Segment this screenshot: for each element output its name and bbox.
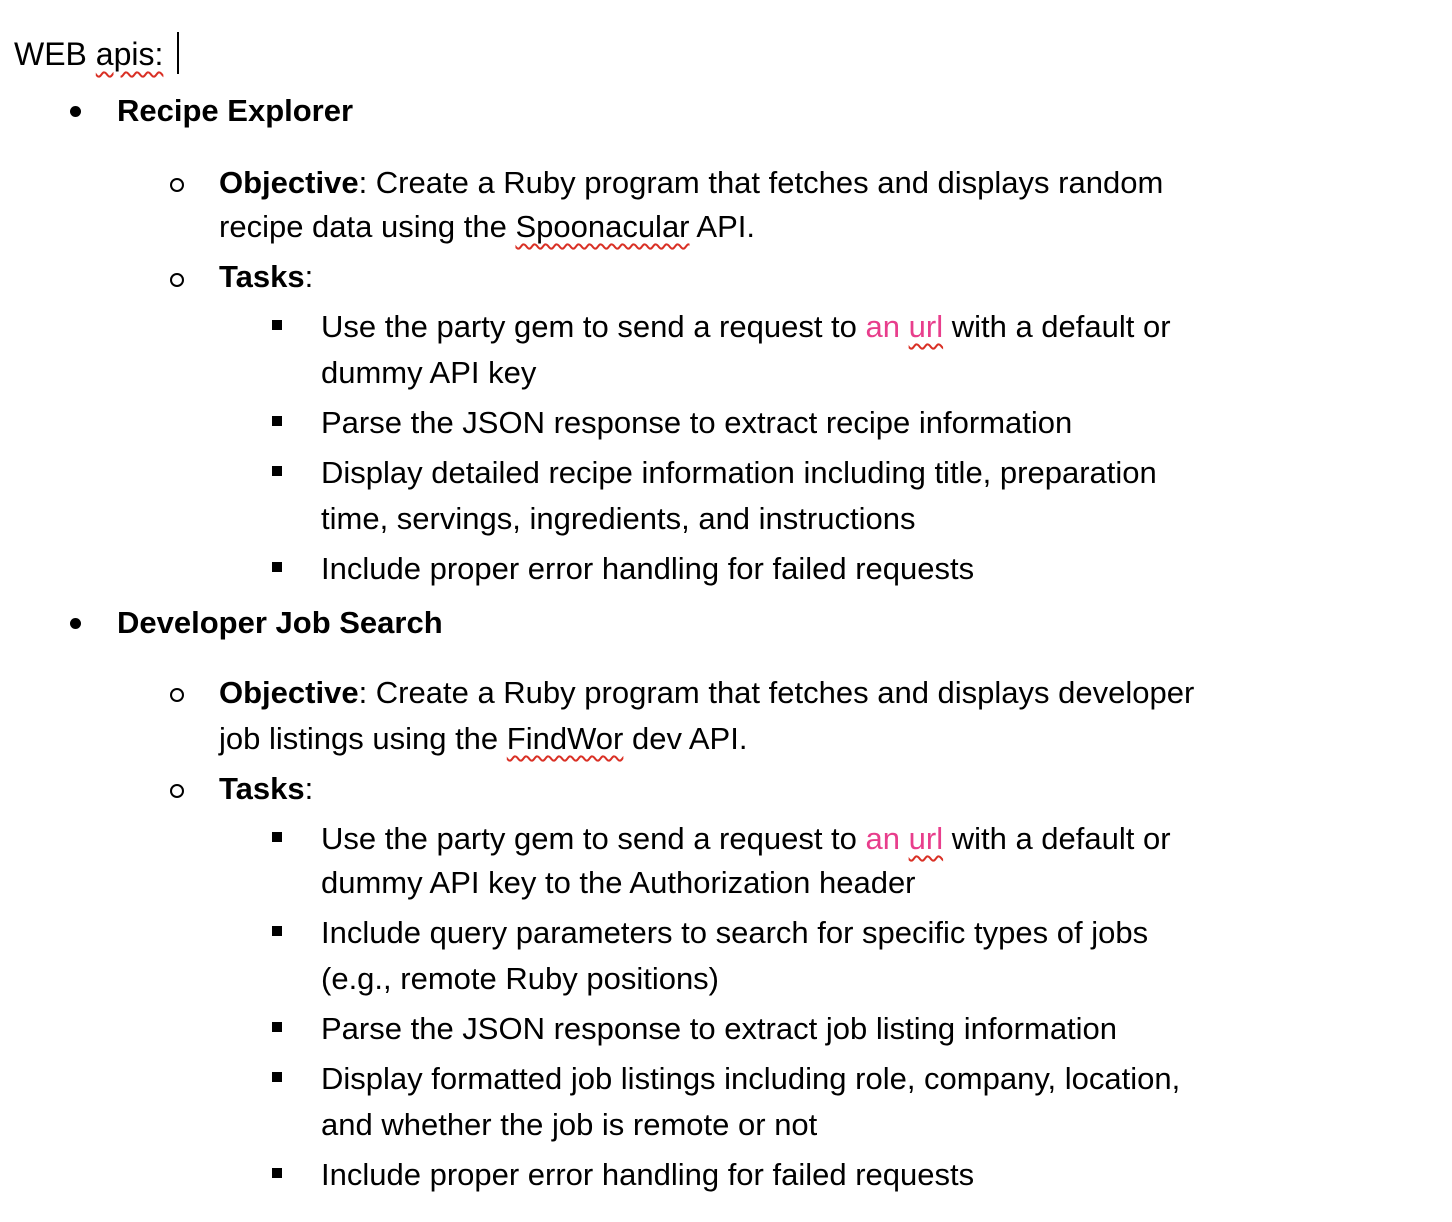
heading-text-apis: apis:: [95, 36, 164, 72]
spellcheck-word: Spoonacular: [515, 209, 690, 244]
bullet-square-icon: [272, 416, 282, 426]
task-item: Parse the JSON response to extract recipe information: [321, 405, 1073, 440]
text-cursor: [177, 32, 179, 74]
bullet-square-icon: [272, 1072, 282, 1082]
objective-text-pre: recipe data using the: [219, 209, 516, 244]
tasks-label: Tasks: [219, 771, 305, 806]
objective-text-post: dev API.: [623, 721, 748, 756]
link-text[interactable]: an: [865, 309, 901, 344]
objective-text-post: API.: [689, 209, 755, 244]
task-text-post: with a default or: [943, 309, 1171, 344]
tasks-heading: [219, 254, 313, 300]
task-item: Include proper error handling for failed requests: [321, 1157, 975, 1192]
bullet-square-icon: [272, 562, 282, 572]
task-item: [321, 816, 1171, 862]
bullet-square-icon: [272, 320, 282, 330]
objective-line-1: [219, 160, 1163, 206]
tasks-colon: :: [304, 259, 314, 294]
task-item: Display detailed recipe information including title, preparation: [321, 455, 1157, 490]
section-title-recipe-explorer: Recipe Explorer: [117, 93, 354, 128]
bullet-circle-icon: [170, 784, 184, 798]
objective-line-2: [219, 204, 755, 250]
bullet-circle-icon: [170, 178, 184, 192]
tasks-heading: [219, 766, 313, 812]
bullet-square-icon: [272, 926, 282, 936]
bullet-square-icon: [272, 1168, 282, 1178]
task-text-post: with a default or: [943, 821, 1171, 856]
task-item-continued: (e.g., remote Ruby positions): [321, 961, 720, 996]
task-item-continued: and whether the job is remote or not: [321, 1107, 818, 1142]
bullet-circle-icon: [170, 688, 184, 702]
objective-text: : Create a Ruby program that fetches and displays developer: [358, 675, 1195, 710]
section-title-developer-job-search: Developer Job Search: [117, 605, 443, 640]
spellcheck-word: FindWor: [506, 721, 624, 756]
tasks-colon: :: [304, 771, 314, 806]
task-item: [321, 304, 1171, 350]
task-item-continued: dummy API key to the Authorization header: [321, 865, 916, 900]
link-text-flagged[interactable]: url: [908, 309, 944, 344]
task-item-continued: time, servings, ingredients, and instructions: [321, 501, 916, 536]
task-item: Include query parameters to search for specific types of jobs: [321, 915, 1149, 950]
objective-line-1: [219, 670, 1194, 716]
task-item: Include proper error handling for failed requests: [321, 551, 975, 586]
objective-line-2: [219, 716, 747, 762]
bullet-circle-icon: [170, 273, 184, 287]
heading-text-web: WEB: [14, 36, 96, 72]
objective-label: Objective: [219, 165, 359, 200]
objective-text-pre: job listings using the: [219, 721, 507, 756]
doc-heading[interactable]: [14, 32, 179, 78]
bullet-dot-icon: [70, 106, 81, 117]
bullet-square-icon: [272, 466, 282, 476]
objective-label: Objective: [219, 675, 359, 710]
link-text[interactable]: an: [865, 821, 901, 856]
bullet-square-icon: [272, 832, 282, 842]
bullet-dot-icon: [70, 618, 81, 629]
objective-text: : Create a Ruby program that fetches and displays random: [358, 165, 1164, 200]
task-text: Use the party gem to send a request to: [321, 309, 866, 344]
task-item: Parse the JSON response to extract job listing information: [321, 1011, 1118, 1046]
task-text: Use the party gem to send a request to: [321, 821, 866, 856]
tasks-label: Tasks: [219, 259, 305, 294]
task-item: Display formatted job listings including role, company, location,: [321, 1061, 1181, 1096]
task-item-continued: dummy API key: [321, 355, 537, 390]
bullet-square-icon: [272, 1022, 282, 1032]
link-text-flagged[interactable]: url: [908, 821, 944, 856]
